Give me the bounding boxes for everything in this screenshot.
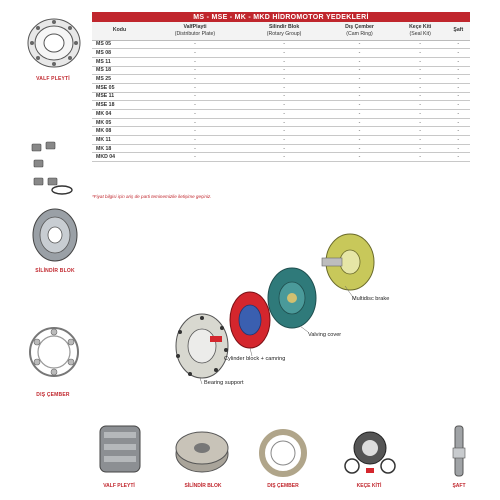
table-cell: - (243, 83, 325, 92)
column-header-main: Silindir Blok (268, 23, 300, 30)
bottom-label-cember: DIŞ ÇEMBER (267, 483, 299, 489)
column-header-sub: (Rotary Group) (266, 30, 302, 37)
product-code-cell: MK 04 (92, 110, 147, 119)
column-header-main: ValfPlayti (183, 23, 207, 30)
table-cell: - (147, 83, 243, 92)
table-cell: - (243, 101, 325, 110)
table-title: MS - MSE - MK - MKD HİDROMOTOR YEDEKLERİ (92, 12, 470, 22)
table-cell: - (147, 118, 243, 127)
side-label-silindir: SİLİNDİR BLOK (35, 268, 75, 274)
table-cell: - (325, 66, 394, 75)
column-header-sub: (Cam Ring) (346, 30, 373, 37)
table-body (92, 40, 470, 162)
table-row (92, 49, 470, 58)
table-cell: - (243, 136, 325, 145)
label-multidisc-brake: Multidisc brake (352, 296, 390, 302)
valving-cover-part (268, 268, 316, 328)
table-cell: - (447, 57, 470, 66)
table-cell: - (394, 75, 447, 84)
table-cell: - (447, 40, 470, 49)
table-cell: - (447, 92, 470, 101)
table-cell: - (147, 127, 243, 136)
table-cell: - (447, 110, 470, 119)
table-cell: - (325, 92, 394, 101)
side-label-valf: VALF PLEYTİ (36, 76, 70, 82)
table-header-row (92, 22, 470, 40)
product-code-cell: MSE 11 (92, 92, 147, 101)
table-cell: - (243, 92, 325, 101)
table-cell: - (394, 110, 447, 119)
table-row (92, 83, 470, 92)
table-cell: - (147, 101, 243, 110)
table-cell: - (447, 49, 470, 58)
table-cell: - (394, 136, 447, 145)
column-header-main: Kodu (112, 27, 127, 34)
table-cell: - (394, 101, 447, 110)
spare-parts-table (92, 12, 470, 162)
table-cell: - (394, 127, 447, 136)
cylinder-block-part (230, 292, 270, 348)
column-header-sub: (Distributor Plate) (174, 30, 216, 37)
table-cell: - (325, 57, 394, 66)
table-cell: - (394, 40, 447, 49)
product-code-cell: MK 18 (92, 144, 147, 153)
table-row (92, 92, 470, 101)
bottom-valf-image (92, 420, 148, 478)
table-cell: - (325, 75, 394, 84)
label-bearing-support: Bearing support (204, 380, 244, 386)
table-cell: - (325, 83, 394, 92)
product-code-cell: MS 25 (92, 75, 147, 84)
valf-pleyti-image (24, 14, 86, 72)
table-cell: - (243, 66, 325, 75)
product-code-cell: MK 05 (92, 118, 147, 127)
table-cell: - (147, 153, 243, 162)
table-cell: - (394, 83, 447, 92)
bearing-support-part (176, 314, 228, 378)
product-code-cell: MKD 04 (92, 153, 147, 162)
column-header (147, 22, 243, 40)
table-cell: - (447, 66, 470, 75)
table-cell: - (147, 40, 243, 49)
column-header-main: Keçe Kiti (409, 23, 432, 30)
table-cell: - (325, 127, 394, 136)
table-cell: - (243, 144, 325, 153)
table-cell: - (325, 101, 394, 110)
table-cell: - (394, 144, 447, 153)
table-cell: - (147, 57, 243, 66)
table-cell: - (147, 136, 243, 145)
column-header (92, 22, 147, 40)
product-code-cell: MS 18 (92, 66, 147, 75)
table-row (92, 57, 470, 66)
table-cell: - (243, 118, 325, 127)
table-cell: - (447, 75, 470, 84)
column-header-sub: (Seal Kit) (409, 30, 431, 37)
table-row (92, 153, 470, 162)
table-cell: - (394, 49, 447, 58)
table-cell: - (147, 75, 243, 84)
table-cell: - (447, 83, 470, 92)
bottom-label-valf: VALF PLEYTİ (103, 483, 135, 489)
silindir-blok-image (30, 206, 80, 264)
table-cell: - (325, 40, 394, 49)
table-row (92, 75, 470, 84)
table-cell: - (394, 118, 447, 127)
table-row (92, 118, 470, 127)
table-cell: - (447, 136, 470, 145)
bottom-saft-image (444, 422, 474, 480)
seal-parts-image (26, 138, 76, 198)
table-cell: - (447, 118, 470, 127)
bottom-label-silindir: SİLİNDİR BLOK (184, 483, 222, 489)
table-cell: - (325, 144, 394, 153)
bottom-keco-image (338, 426, 402, 480)
table-cell: - (243, 110, 325, 119)
table-cell: - (147, 92, 243, 101)
column-header (394, 22, 447, 40)
table-cell: - (325, 110, 394, 119)
bottom-label-saft: ŞAFT (452, 483, 466, 489)
table-cell: - (243, 57, 325, 66)
product-code-cell: MS 05 (92, 40, 147, 49)
bottom-silindir-image (172, 424, 232, 478)
product-code-cell: MS 08 (92, 49, 147, 58)
table-row (92, 136, 470, 145)
table-row (92, 110, 470, 119)
bottom-cember-image (258, 428, 308, 478)
product-code-cell: MK 11 (92, 136, 147, 145)
exploded-motor-drawing (160, 228, 390, 398)
table-cell: - (243, 127, 325, 136)
label-valving-cover: Valving cover (308, 332, 342, 338)
table-cell: - (243, 75, 325, 84)
column-header (243, 22, 325, 40)
table-cell: - (147, 144, 243, 153)
table-cell: - (243, 40, 325, 49)
table-row (92, 127, 470, 136)
table-cell: - (147, 66, 243, 75)
table-row (92, 144, 470, 153)
table-cell: - (447, 153, 470, 162)
table-cell: - (325, 49, 394, 58)
product-code-cell: MS 11 (92, 57, 147, 66)
column-header-main: Şaft (453, 27, 464, 34)
table-cell: - (394, 92, 447, 101)
table-cell: - (147, 49, 243, 58)
column-header (447, 22, 470, 40)
bottom-label-keco: KEÇE KİTİ (356, 483, 382, 489)
table-cell: - (447, 144, 470, 153)
table-cell: - (243, 49, 325, 58)
table-cell: - (447, 101, 470, 110)
product-code-cell: MSE 18 (92, 101, 147, 110)
table-cell: - (447, 127, 470, 136)
product-code-cell: MSE 05 (92, 83, 147, 92)
table-cell: - (147, 110, 243, 119)
column-header (325, 22, 394, 40)
table-cell: - (325, 153, 394, 162)
multidisc-brake-part (322, 234, 374, 290)
table-cell: - (243, 153, 325, 162)
label-cylinder-block: Cylinder block + camring (224, 356, 286, 362)
product-code-cell: MK 08 (92, 127, 147, 136)
table-cell: - (325, 136, 394, 145)
table-cell: - (325, 118, 394, 127)
side-label-cember: DIŞ ÇEMBER (36, 392, 70, 398)
table-row (92, 66, 470, 75)
table-row (92, 40, 470, 49)
price-note: *Fiyat bilgisi için ariş de parti teminemizile iletişime geçiniz. (92, 194, 212, 199)
table-cell: - (394, 153, 447, 162)
table-row (92, 101, 470, 110)
table-cell: - (394, 57, 447, 66)
column-header-main: Dış Çember (345, 23, 374, 30)
table-cell: - (394, 66, 447, 75)
dis-cember-image (26, 324, 82, 380)
